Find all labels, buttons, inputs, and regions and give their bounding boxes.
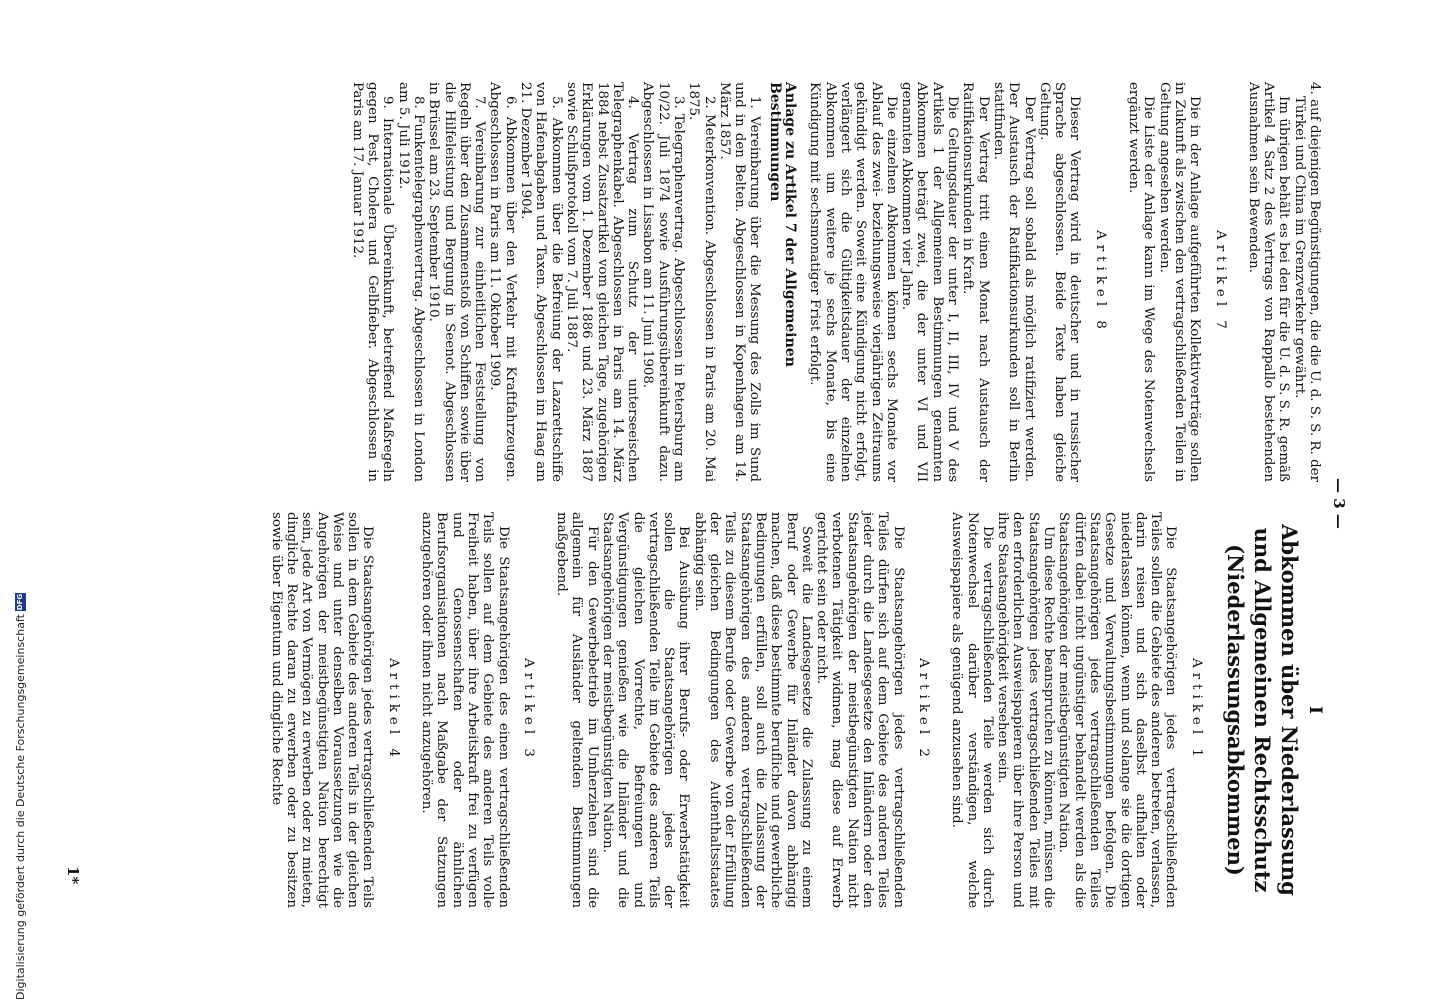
left-column [349,82,1322,482]
paragraph: 6. Abkommen über den Verkehr mit Kraftfahrzeugen. Abgeschlossen in Paris am 11. Oktober 1909. [487,82,518,482]
paragraph: Die Liste der Anlage kann im Wege des Notenwechsels ergänzt werden. [1126,82,1157,482]
paragraph: Die vertragschließenden Teile werden sich durch Notenwechsel darüber verständigen, welche Ausweispapiere als genügend anzusehen sind. [949,512,995,908]
article-heading: Artikel 2 [915,658,931,762]
paragraph: Die Staatsangehörigen jedes vertragschließenden Teiles sollen die Gebiete des anderen betreten, verlassen, darin reisen und sich daselbst aufhalten oder niederlassen können, wenn und solange sie die dortigen Gesetze und Verwaltungsbestimmungen befolgen. Die Staatsangehörigen jedes vertragschließenden Teiles dürfen dabei nicht ungünstiger behandelt werden als die Staatsangehörigen der meistbegünstigten Nation. [1056,512,1179,908]
printer-signature-mark: 1* [64,866,82,885]
paragraph: Um diese Rechte beanspruchen zu können, müssen die Staatsangehörigen jedes vertragschließenden Teiles mit den erforderlichen Ausweispapieren über ihre Person und ihre Staatsangehörigkeit versehen sein. [995,512,1057,908]
paragraph: Die Staatsangehörigen des einen vertragschließenden Teils sollen auf dem Gebiete des anderen Teils volle Freiheit haben, über ihre Arbeitskraft frei zu verfügen und Genossenschaften oder ähnlichen Berufsorganisationen nach Maßgabe der Satzungen anzugehören oder ihnen nicht anzugehören. [419,512,511,908]
paragraph: Die einzelnen Abkommen können sechs Monate vor Ablauf des zwei- beziehungsweise vierjährigen Zeitraums gekündigt werden. Soweit eine Kündigung nicht erfolgt, verlängert sich die Gültigkeitsdauer der einzelnen Abkommen um weitere je sechs Monate, bis eine Kündigung mit sechsmonatiger Frist erfolgt. [807,82,899,482]
section-heading: Anlage zu Artikel 7 der Allgemeinen Bestimmungen [766,82,799,367]
paragraph: 7. Vereinbarung zur einheitlichen Feststellung von Regeln über den Zusammenstoß von Schiffen sowie über die Hilfeleistung und Bergung in Seenot. Abgeschlossen in Brüssel am 23. September 1910. [426,82,488,482]
paragraph: 1. Vereinbarung über die Messung des Zolls im Sund und in den Belten. Abgeschlossen in Kopenhagen am 14. März 1857. [716,82,763,482]
paragraph: Die Staatsangehörigen jedes vertragschließenden Teiles dürfen sich auf dem Gebiete des anderen Teiles jeder durch die Landesgesetze den Inländern oder den Staatsangehörigen der meistbegünstigten Nation nicht verbotenen Tätigkeit widmen, mag diese auf Erwerb gerichtet sein oder nicht. [814,512,906,908]
article-heading: Artikel 4 [385,658,401,762]
paragraph: 4. auf diejenigen Begünstigungen, die die U. d. S. S. R. der Türkei und China im Grenzverkehr gewährt. [1291,82,1322,482]
paragraph: 9. Internationale Übereinkunft, betreffend Maßregeln gegen Pest, Cholera und Gelbfieber. Abgeschlossen in Paris am 17. Januar 1912. [349,82,396,482]
paragraph: Im übrigen behält es bei den für die U. d. S. S. R. gemäß Artikel 4 Satz 2 des Vertrags von Rappallo bestehenden Ausnahmen sein Bewenden. [1245,82,1292,482]
article-heading: Artikel 8 [1092,230,1108,334]
paragraph: Die Staatsangehörigen jedes vertragschließenden Teils sollen in dem Gebiete des anderen Teils in der gleichen Weise und unter denselben Voraussetzungen wie die Angehörigen der meistbegünstigten Nation berechtigt sein, jede Art von Vermögen zu erwerben oder zu mieten, dingliche Rechte daran zu erwerben oder zu besitzen sowie über Eigentum und dingliche Rechte [268,512,376,908]
article-heading: Artikel 1 [1188,658,1204,762]
paragraph: Der Vertrag soll sobald als möglich ratifiziert werden. Der Austausch der Ratifikationsurkunden soll in Berlin stattfinden. [990,82,1037,482]
paragraph: Für den Gewerbebetrieb im Umherziehen sind die allgemein für Ausländer geltenden Bestimmungen maßgebend. [554,512,600,908]
dfg-notice-text: Digitalisierung gefördert durch die Deutsche Forschungsgemeinschaft [14,614,27,1000]
paragraph: 5. Abkommen über die Befreiung der Lazarettschiffe von Hafenabgaben und Taxen. Abgeschlossen im Haag am 21. Dezember 1904. [518,82,564,482]
paragraph: Die Geltungsdauer der unter I, II, III, IV und V des Artikels 1 der Allgemeinen Bestimmungen genannten Abkommen beträgt zwei, die der unter VI und VII genannten Abkommen vier Jahre. [899,82,961,482]
paragraph: 2. Meterkonvention. Abgeschlossen in Paris am 20. Mai 1875. [686,82,717,482]
right-column [268,512,1325,908]
document-title: Abkommen über Niederlassung und Allgemeinen Rechtsschutz (Niederlassungsabkommen) [1222,524,1302,896]
section-number: I [1305,706,1325,714]
article-heading: Artikel 3 [520,658,536,762]
paragraph: Bei Ausübung ihrer Berufs- oder Erwerbstätigkeit sollen die Staatsangehörigen jedes der vertragschließenden Teile im Gebiete des anderen Teils die gleichen Vorrechte, Befreiungen und Vergünstigungen genießen wie die Inländer und die Staatsangehörigen der meistbegünstigten Nation. [600,512,692,908]
paragraph: Die in der Anlage aufgeführten Kollektivverträge sollen in Zukunft als zwischen den vertragschließenden Teilen in Geltung angesehen werden. [1156,82,1203,482]
paragraph: Soweit die Landesgesetze die Zulassung zu einem Beruf oder Gewerbe für Inländer davon abhängig machen, daß diese bestimmte berufliche und gewerbliche Bedingungen erfüllen, soll auch die Zulassung der Staatsangehörigen des anderen vertragschließenden Teils zu diesem Berufe oder Gewerbe von der Erfüllung der gleichen Bedingungen des Aufenthaltsstaates abhängig sein. [691,512,814,908]
paragraph: 8. Funkentelegraphenvertrag. Abgeschlossen in London am 5. Juli 1912. [395,82,426,482]
paragraph: 4. Vertrag zum Schutz der unterseeischen Telegraphenkabel. Abgeschlossen in Paris am 14. März 1884 nebst Zusatzartikel vom gleichen Tage, zugehörigen Erklärungen vom 1. Dezember 1886 und 23. März 1887 sowie Schlußprotokoll vom 7. Juli 1887. [563,82,641,482]
page-number: — 3 — [1330,478,1348,529]
dfg-digitization-notice [14,580,27,1000]
paragraph: 3. Telegraphenvertrag. Abgeschlossen in Petersburg am 10/22. Juli 1874 sowie Ausführungsübereinkunft dazu. Abgeschlossen in Lissabon am 11. Juni 1908. [640,82,687,482]
dfg-logo-icon: DFG [16,593,24,611]
article-heading: Artikel 7 [1212,230,1228,334]
paragraph: Der Vertrag tritt einen Monat nach Austausch der Ratifikationsurkunden in Kraft. [960,82,991,482]
paragraph: Dieser Vertrag wird in deutscher und in russischer Sprache abgeschlossen. Beide Texte haben gleiche Geltung. [1036,82,1083,482]
